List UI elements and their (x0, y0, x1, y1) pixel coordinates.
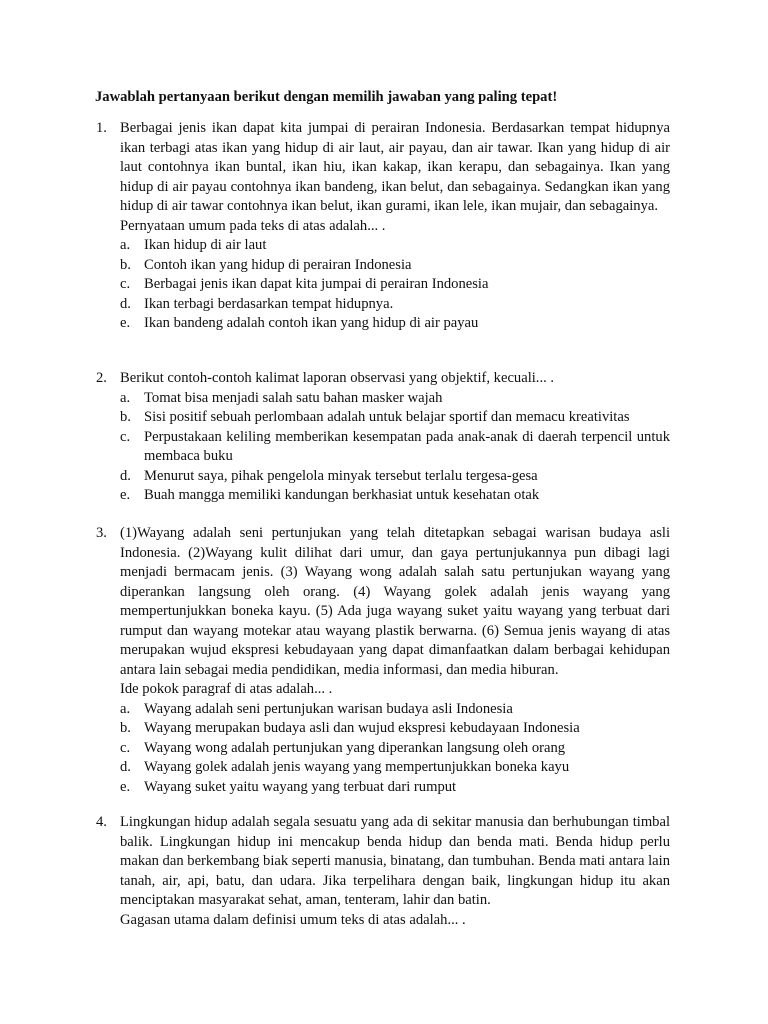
option-list (120, 700, 670, 798)
option-c[interactable] (120, 739, 670, 759)
option-letter: a. (120, 700, 131, 717)
option-letter: e. (120, 778, 131, 795)
option-b[interactable] (120, 719, 670, 739)
option-text: Wayang merupakan budaya asli dan wujud ekspresi kebudayaan Indonesia (144, 720, 580, 736)
option-letter: b. (120, 256, 131, 273)
option-letter: d. (120, 467, 131, 484)
question-number: 2. (96, 370, 107, 386)
option-list (120, 389, 670, 506)
option-text: Perpustakaan keliling memberikan kesempatan pada anak-anak di daerah terpencil untuk membaca buku (144, 428, 670, 464)
option-text: Wayang golek adalah jenis wayang yang mempertunjukkan boneka kayu (144, 759, 570, 775)
option-b[interactable] (120, 408, 670, 428)
option-c[interactable] (120, 275, 670, 295)
option-letter: c. (120, 739, 131, 756)
option-text: Wayang adalah seni pertunjukan warisan budaya asli Indonesia (144, 700, 513, 717)
question-prompt: Pernyataan umum pada teks di atas adalah... . (120, 217, 386, 234)
option-text: Wayang suket yaitu wayang yang terbuat dari rumput (144, 778, 457, 795)
option-text: Ikan terbagi berdasarkan tempat hidupnya. (144, 295, 394, 312)
option-letter: d. (120, 759, 131, 775)
option-text: Wayang wong adalah pertunjukan yang diperankan langsung oleh orang (144, 739, 566, 756)
option-letter: c. (120, 428, 131, 445)
option-letter: b. (120, 720, 131, 736)
question-text: Lingkungan hidup adalah segala sesuatu yang ada di sekitar manusia dan berhubungan timbal balik. Lingkungan hidup ini mencakup benda hidup dan benda mati. Benda hidup perlu makan dan berkembang biak seperti manusia, binatang, dan tumbuhan. Benda mati antara lain tanah, air, api, batu, dan udara. Jika terpelihara dengan baik, lingkungan hidup itu akan menciptakan masyarakat sehat, aman, tenteram, lahir dan batin. (120, 814, 670, 908)
option-a[interactable] (120, 389, 670, 409)
option-e[interactable] (120, 486, 670, 506)
option-letter: d. (120, 295, 131, 312)
option-d[interactable] (120, 467, 670, 487)
option-d[interactable] (120, 295, 670, 315)
option-letter: e. (120, 487, 131, 503)
option-list (120, 236, 670, 334)
question-3 (96, 524, 676, 797)
question-prompt: Ide pokok paragraf di atas adalah... . (120, 681, 333, 697)
option-a[interactable] (120, 236, 670, 256)
question-1 (96, 119, 676, 334)
question-number: 1. (96, 120, 107, 136)
option-text: Ikan bandeng adalah contoh ikan yang hidup di air payau (144, 315, 479, 331)
option-text: Ikan hidup di air laut (144, 237, 267, 253)
option-letter: c. (120, 276, 131, 292)
question-number: 4. (96, 814, 107, 830)
option-text: Contoh ikan yang hidup di perairan Indonesia (144, 256, 412, 273)
instruction-heading: Jawablah pertanyaan berikut dengan memilih jawaban yang paling tepat! (95, 89, 558, 105)
option-text: Berbagai jenis ikan dapat kita jumpai di perairan Indonesia (144, 276, 489, 292)
question-number: 3. (96, 525, 107, 541)
option-letter: a. (120, 237, 131, 253)
option-e[interactable] (120, 314, 670, 334)
option-letter: e. (120, 315, 131, 331)
option-letter: a. (120, 389, 131, 406)
option-text: Tomat bisa menjadi salah satu bahan masker wajah (144, 389, 443, 406)
option-text: Sisi positif sebuah perlombaan adalah untuk belajar sportif dan memacu kreativitas (144, 409, 630, 425)
question-4 (96, 813, 676, 930)
question-text: Berikut contoh-contoh kalimat laporan observasi yang objektif, kecuali... . (120, 370, 555, 386)
question-prompt: Gagasan utama dalam definisi umum teks di atas adalah... . (120, 911, 466, 928)
question-2 (96, 369, 676, 506)
option-c[interactable] (120, 428, 670, 467)
question-text: Berbagai jenis ikan dapat kita jumpai di perairan Indonesia. Berdasarkan tempat hidupnya ikan terbagi atas ikan yang hidup di air laut, air payau, dan air tawar. Ikan yang hidup di air laut contohnya ikan buntal, ikan hiu, ikan kakap, ikan kerapu, dan sebagainya. Ikan yang hidup di air payau contohnya ikan bandeng, ikan belut, dan sebagainya. Sedangkan ikan yang hidup di air tawar contohnya ikan belut, ikan gurami, ikan lele, ikan mujair, dan sebagainya. (120, 120, 670, 214)
question-text: (1)Wayang adalah seni pertunjukan yang telah ditetapkan sebagai warisan budaya asli Indonesia. (2)Wayang kulit dilihat dari umur, dan gaya pertunjukannya pun dibagi lagi menjadi bermacam jenis. (3) Wayang wong adalah salah satu pertunjukan wayang yang diperankan langsung oleh orang. (4) Wayang golek adalah jenis wayang yang mempertunjukkan boneka kayu. (5) Ada juga wayang suket yaitu wayang yang terbuat dari rumput dan wayang motekar atau wayang plastik berwarna. (6) Semua jenis wayang di atas merupakan wujud ekspresi kebudayaan yang dapat dimanfaatkan dalam berbagai kehidupan antara lain sebagai media pendidikan, media informasi, dan media hiburan. (120, 525, 670, 678)
option-text: Menurut saya, pihak pengelola minyak tersebut terlalu tergesa-gesa (144, 467, 538, 484)
option-text: Buah mangga memiliki kandungan berkhasiat untuk kesehatan otak (144, 487, 540, 503)
option-e[interactable] (120, 778, 670, 798)
option-letter: b. (120, 409, 131, 425)
option-d[interactable] (120, 758, 670, 778)
option-a[interactable] (120, 700, 670, 720)
option-b[interactable] (120, 256, 670, 276)
